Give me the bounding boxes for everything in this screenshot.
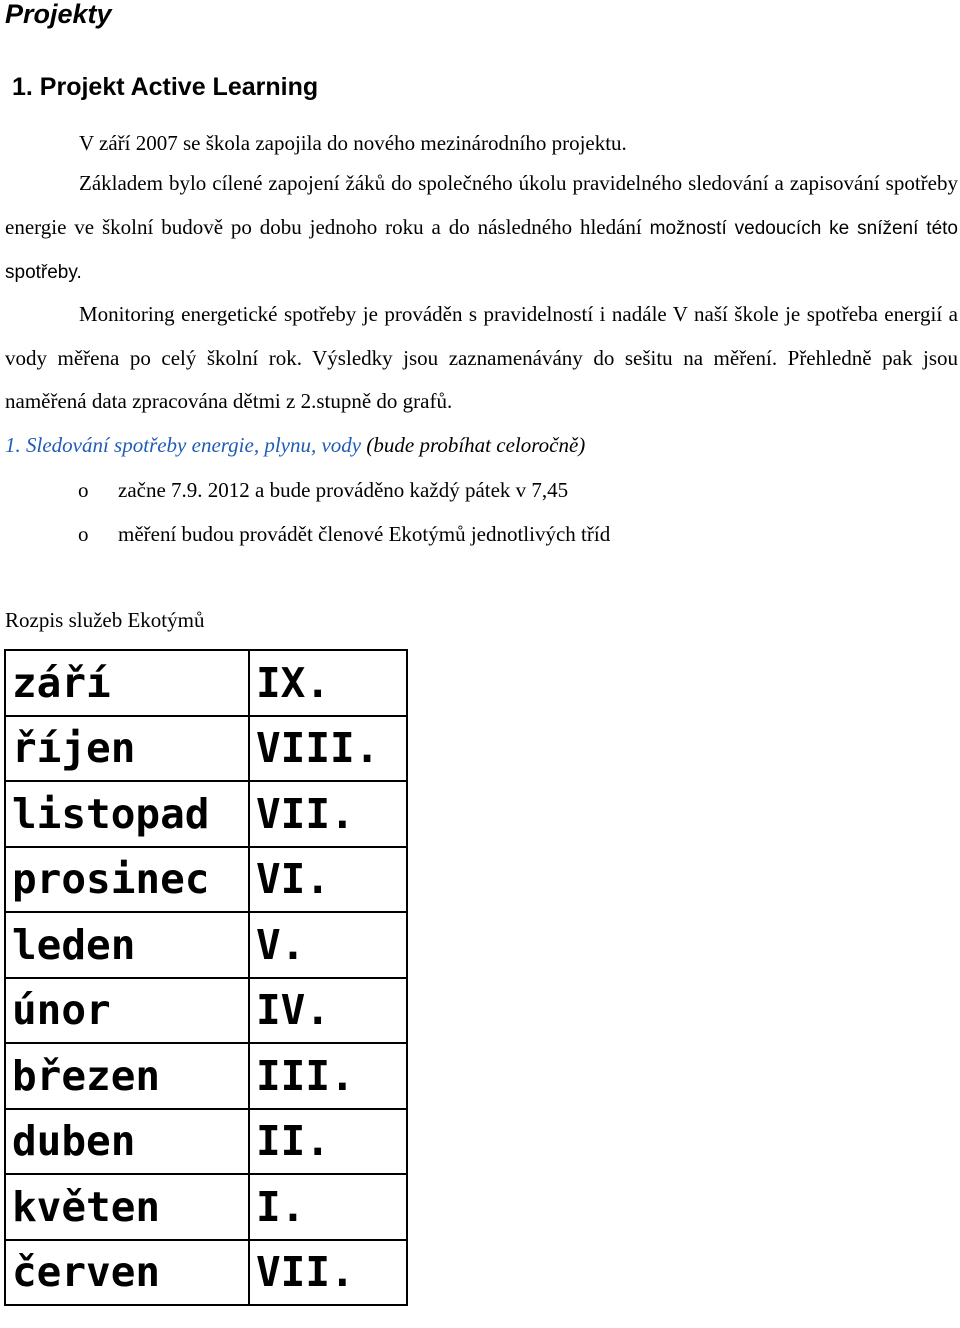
table-row xyxy=(5,650,407,716)
month-cell: listopad xyxy=(5,781,249,847)
table-row xyxy=(5,847,407,913)
bullet-marker: o xyxy=(78,478,89,502)
month-cell: březen xyxy=(5,1043,249,1109)
bullet-text: měření budou provádět členové Ekotýmů jednotlivých tříd xyxy=(118,522,611,546)
page-title: Projekty xyxy=(5,0,112,29)
intro-paragraph-text: V září 2007 se škola zapojila do nového mezinárodního projektu. xyxy=(79,131,627,155)
class-cell: IV. xyxy=(249,978,407,1044)
schedule-caption: Rozpis služeb Ekotýmů xyxy=(5,608,205,632)
item-heading-colored: 1. Sledování spotřeby energie, plynu, vody xyxy=(5,433,362,457)
table-row xyxy=(5,912,407,978)
class-cell: I. xyxy=(249,1174,407,1240)
table-row xyxy=(5,1043,407,1109)
goal-paragraph xyxy=(5,162,958,295)
section-heading: 1. Projekt Active Learning xyxy=(12,73,319,101)
bullet-text: začne 7.9. 2012 a bude prováděno každý pátek v 7,45 xyxy=(118,478,569,502)
table-row xyxy=(5,1240,407,1306)
bullet-marker: o xyxy=(78,522,89,546)
month-cell: září xyxy=(5,650,249,716)
table-row xyxy=(5,716,407,782)
table-row xyxy=(5,1109,407,1175)
month-cell: duben xyxy=(5,1109,249,1175)
class-cell: V. xyxy=(249,912,407,978)
month-cell: květen xyxy=(5,1174,249,1240)
table-row xyxy=(5,1174,407,1240)
intro-paragraph xyxy=(5,122,958,166)
month-cell: leden xyxy=(5,912,249,978)
monitoring-paragraph-text: Monitoring energetické spotřeby je prováděn s pravidelností i nadále V naší škole je spotřeba energií a vody měřena po celý školní rok. Výsledky jsou zaznamenávány do sešitu na měření. Přehledně pak jsou naměřená data zpracována dětmi z 2.stupně do grafů. xyxy=(5,302,958,413)
table-row xyxy=(5,978,407,1044)
goal-paragraph-text: Základem bylo cílené zapojení žáků do společného úkolu pravidelného sledování a zapisování spotřeby energie ve školní budově po dobu jednoho roku a do následného hledání xyxy=(5,171,958,239)
item-heading-note: (bude probíhat celoročně) xyxy=(366,433,586,457)
class-cell: VIII. xyxy=(249,716,407,782)
month-cell: červen xyxy=(5,1240,249,1306)
class-cell: VI. xyxy=(249,847,407,913)
monitoring-paragraph xyxy=(5,293,958,424)
class-cell: VII. xyxy=(249,781,407,847)
table-row xyxy=(5,781,407,847)
goal-paragraph-end: možností vedoucích ke snížení této spotřeby. xyxy=(5,217,958,283)
class-cell: III. xyxy=(249,1043,407,1109)
item-heading xyxy=(5,424,585,467)
class-cell: II. xyxy=(249,1109,407,1175)
schedule-table xyxy=(4,649,408,1306)
class-cell: VII. xyxy=(249,1240,407,1306)
month-cell: říjen xyxy=(5,716,249,782)
month-cell: prosinec xyxy=(5,847,249,913)
month-cell: únor xyxy=(5,978,249,1044)
class-cell: IX. xyxy=(249,650,407,716)
